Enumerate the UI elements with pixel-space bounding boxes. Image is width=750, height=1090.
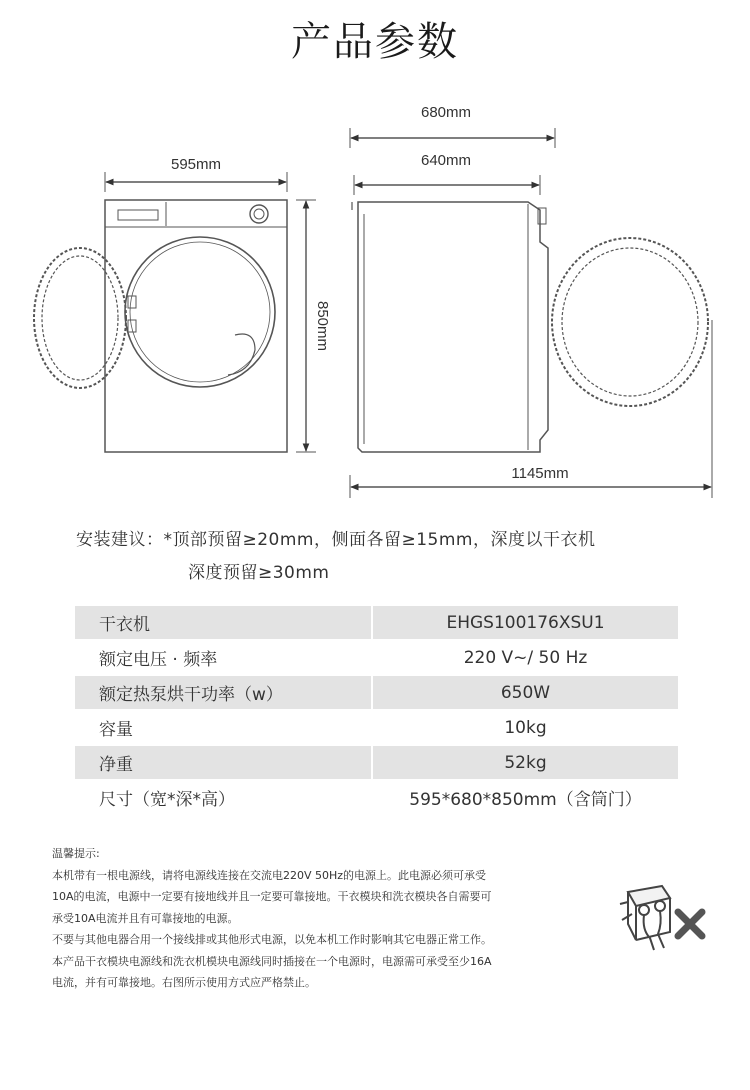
spec-label: 尺寸（宽*深*高） xyxy=(75,781,373,814)
install-advice-line1: 安装建议：*顶部预留≥20mm，侧面各留≥15mm，深度以干衣机 xyxy=(76,530,596,550)
spec-row xyxy=(75,676,678,709)
notes-block xyxy=(52,843,612,994)
spec-value: 595*680*850mm（含筒门） xyxy=(409,790,642,810)
spec-value: 10kg xyxy=(504,717,547,738)
spec-row xyxy=(75,606,678,639)
spec-label: 额定电压 · 频率 xyxy=(75,641,373,674)
prohibited-power-strip-icon xyxy=(614,880,710,960)
spec-label: 干衣机 xyxy=(75,606,373,639)
page-title: 产品参数 xyxy=(291,19,459,65)
spec-table xyxy=(75,606,678,814)
dimension-diagram xyxy=(0,90,750,510)
spec-value: EHGS100176XSU1 xyxy=(373,606,678,639)
side-view xyxy=(352,202,708,452)
spec-label: 容量 xyxy=(75,711,373,744)
spec-value: 52kg xyxy=(373,746,678,779)
notes-line: 电流，并有可靠接地。右图所示使用方式应严格禁止。 xyxy=(52,976,316,989)
spec-value: 650W xyxy=(373,676,678,709)
spec-value: 220 V~/ 50 Hz xyxy=(463,647,588,668)
notes-line: 本机带有一根电源线，请将电源线连接在交流电220V 50Hz的电源上。此电源必须可承受 xyxy=(52,868,487,882)
notes-line: 不要与其他电器合用一个接线排或其他形式电源，以免本机工作时影响其它电器正常工作。 xyxy=(52,933,492,946)
dim-side-depth-body: 640mm xyxy=(420,152,472,169)
spec-label: 额定热泵烘干功率（w） xyxy=(75,676,373,709)
dim-height: 850mm xyxy=(314,300,331,352)
spec-row xyxy=(75,711,678,744)
notes-heading: 温馨提示: xyxy=(52,847,100,860)
install-advice-line2: 深度预留≥30mm xyxy=(188,563,330,583)
notes-line: 本产品干衣模块电源线和洗衣机模块电源线同时插接在一个电源时，电源需可承受至少16A xyxy=(52,954,492,968)
spec-label: 净重 xyxy=(75,746,373,779)
notes-line: 10A的电流，电源中一定要有接地线并且一定要可靠接地。干衣模块和洗衣模块各自需要可 xyxy=(52,890,492,903)
notes-line: 承受10A电流并且有可靠接地的电源。 xyxy=(52,911,239,925)
spec-row xyxy=(75,781,678,814)
spec-row xyxy=(75,746,678,779)
front-view xyxy=(34,200,287,452)
spec-row xyxy=(75,641,678,674)
dim-side-depth-total: 680mm xyxy=(420,104,472,121)
dim-open-door-depth: 1145mm xyxy=(511,465,569,482)
dim-front-width: 595mm xyxy=(170,156,222,173)
